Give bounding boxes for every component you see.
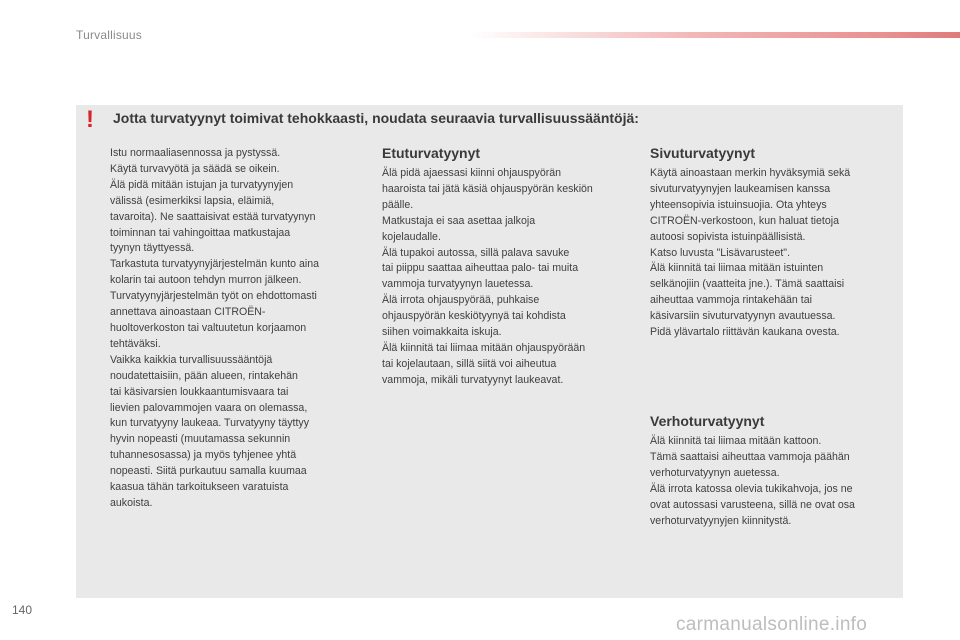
side-airbags-heading: Sivuturvatyynyt	[650, 145, 756, 161]
text-line: ohjauspyörän keskiötyynyä tai kohdista	[382, 310, 566, 323]
text-line: tai käsivarsien loukkaantumisvaara tai	[110, 385, 289, 398]
text-line: siihen voimakkaita iskuja.	[382, 326, 502, 339]
text-line: Tämä saattaisi aiheuttaa vammoja päähän	[650, 450, 850, 463]
warning-icon: !	[86, 106, 94, 133]
text-line: tavaroita). Ne saattaisivat estää turvatyynyn	[110, 210, 316, 223]
text-line: tai piippu saattaa aiheuttaa palo- tai muita	[382, 262, 579, 275]
text-line: tehtäväksi.	[110, 337, 161, 350]
text-line: annettava ainoastaan CITROËN-	[110, 306, 266, 319]
text-line: Käytä ainoastaan merkin hyväksymiä sekä	[650, 167, 851, 179]
text-line: verhoturvatyynyn auetessa.	[650, 466, 780, 479]
text-line: tai kojelautaan, sillä siitä voi aiheutua	[382, 357, 557, 370]
text-line: ovat autossasi varusteena, sillä ne ovat osa	[650, 498, 855, 511]
text-line: Älä kiinnitä tai liimaa mitään istuinten	[650, 262, 824, 275]
text-line: Vaikka kaikkia turvallisuussääntöjä	[110, 353, 273, 366]
text-line: kaasua tähän tarkoitukseen varatuista	[110, 481, 289, 494]
text-line: CITROËN-verkostoon, kun haluat tietoja	[650, 214, 840, 227]
text-line: Käytä turvavyötä ja säädä se oikein.	[110, 162, 280, 175]
text-line: autoosi sopivista istuinpäällisistä.	[650, 230, 806, 243]
text-line: hyvin nopeasti (muutamassa sekunnin	[110, 433, 291, 446]
text-line: tyynyn täyttyessä.	[110, 242, 195, 255]
text-line: Turvatyynyjärjestelmän työt on ehdottomasti	[110, 290, 317, 303]
text-line: Älä kiinnitä tai liimaa mitään kattoon.	[650, 435, 822, 447]
curtain-airbags-heading: Verhoturvatyynyt	[650, 413, 765, 429]
text-line: Tarkastuta turvatyynyjärjestelmän kunto aina	[110, 258, 320, 271]
text-line: Älä irrota ohjauspyörää, puhkaise	[382, 294, 540, 307]
text-line: selkänojiin (vaatteita jne.). Tämä saattaisi	[650, 278, 845, 291]
watermark: carmanualsonline.info	[676, 614, 868, 635]
header-accent-bar	[470, 32, 960, 38]
side-airbags-text	[650, 166, 900, 341]
text-line: haaroista tai jätä käsiä ohjauspyörän keskiön	[382, 182, 593, 195]
curtain-airbags-text	[650, 434, 900, 529]
text-line: päälle.	[382, 198, 414, 211]
section-title: Turvallisuus	[76, 28, 142, 42]
text-line: Älä irrota katossa olevia tukikahvoja, jos ne	[650, 482, 853, 495]
text-line: Katso luvusta "Lisävarusteet".	[650, 246, 791, 259]
text-line: noudatettaisiin, pään alueen, rintakehän	[110, 369, 298, 382]
text-line: Älä pidä mitään istujan ja turvatyynyjen	[110, 178, 294, 191]
text-line: yhteensopivia istuinsuojia. Ota yhteys	[650, 198, 827, 211]
text-line: vammoja turvatyynyn lauetessa.	[382, 278, 534, 291]
text-line: Matkustaja ei saa asettaa jalkoja	[382, 214, 536, 227]
text-line: Älä tupakoi autossa, sillä palava savuke	[382, 246, 570, 259]
text-line: kolarin tai autoon tehdyn murron jälkeen.	[110, 274, 302, 287]
text-line: välissä (esimerkiksi lapsia, eläimiä,	[110, 194, 275, 207]
text-line: kun turvatyyny laukeaa. Turvatyyny täyttyy	[110, 417, 310, 430]
text-line: kojelaudalle.	[382, 230, 441, 243]
text-line: tuhannesosassa) ja myös tyhjenee yhtä	[110, 449, 297, 462]
general-rules-text	[110, 146, 360, 512]
page-number: 140	[12, 603, 33, 617]
text-line: Pidä ylävartalo riittävän kaukana ovesta.	[650, 326, 840, 339]
text-line: aiheuttaa vammoja rintakehään tai	[650, 294, 812, 307]
text-line: Älä kiinnitä tai liimaa mitään ohjauspyörään	[382, 341, 586, 354]
text-line: verhoturvatyynyjen kiinnitystä.	[650, 514, 792, 527]
text-line: Älä pidä ajaessasi kiinni ohjauspyörän	[382, 167, 562, 179]
text-line: nopeasti. Siitä purkautuu samalla kuumaa	[110, 465, 307, 478]
text-line: huoltoverkoston tai valtuutetun korjaamon	[110, 321, 307, 334]
text-line: Istu normaaliasennossa ja pystyssä.	[110, 147, 281, 159]
text-line: sivuturvatyynyjen laukeamisen kanssa	[650, 182, 831, 195]
text-line: toiminnan tai vahingoittaa matkustajaa	[110, 226, 291, 239]
front-airbags-heading: Etuturvatyynyt	[382, 145, 481, 161]
text-line: aukoista.	[110, 496, 153, 509]
text-line: lievien palovammojen vaara on olemassa,	[110, 401, 308, 414]
panel-headline: Jotta turvatyynyt toimivat tehokkaasti, noudata seuraavia turvallisuussääntöjä:	[113, 110, 639, 126]
text-line: käsivarsiin sivuturvatyynyn avautuessa.	[650, 310, 836, 323]
front-airbags-text	[382, 166, 634, 389]
text-line: vammoja, mikäli turvatyynyt laukeavat.	[382, 373, 564, 386]
